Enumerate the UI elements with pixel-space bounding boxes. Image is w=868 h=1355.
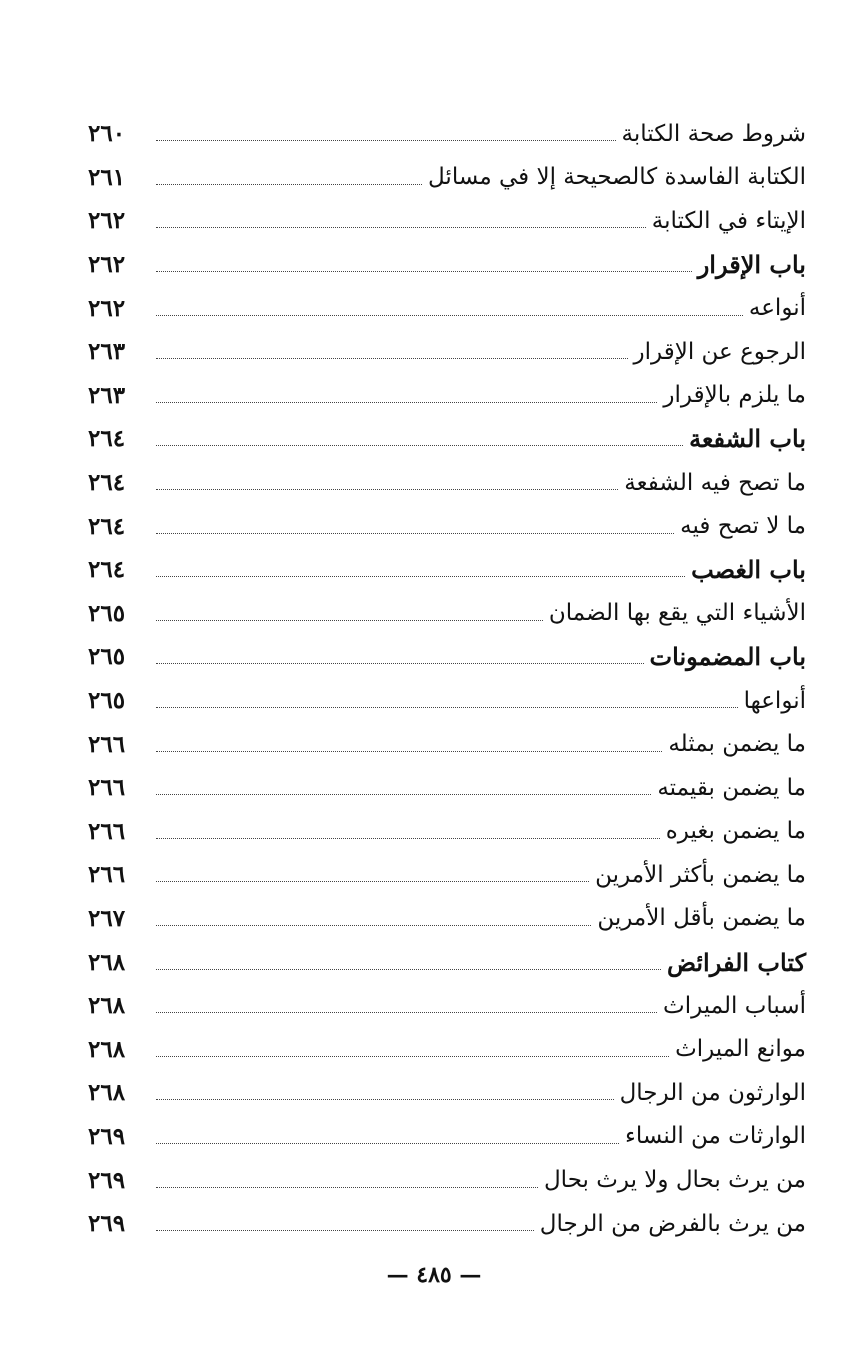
toc-entry-title: أنواعها — [743, 687, 806, 714]
toc-entry-page-number: ٢٦٩ — [88, 1210, 126, 1238]
toc-entry-title: الكتابة الفاسدة كالصحيحة إلا في مسائل — [428, 164, 806, 191]
toc-entry-page-number: ٢٦٥ — [88, 643, 126, 671]
dot-leader — [156, 358, 628, 359]
toc-entry — [88, 199, 806, 243]
toc-entry — [88, 679, 806, 723]
toc-entry-title: الوارثون من الرجال — [619, 1079, 806, 1106]
toc-entry-page-number: ٢٦٢ — [88, 251, 126, 279]
toc-entry — [88, 766, 806, 810]
toc-entry — [88, 504, 806, 548]
toc-entry-title: ما تصح فيه الشفعة — [624, 469, 806, 496]
dot-leader — [156, 1230, 534, 1231]
toc-entry-page-number: ٢٦٩ — [88, 1166, 126, 1194]
dot-leader — [156, 1143, 619, 1144]
toc-section-heading — [88, 940, 806, 984]
toc-entry-page-number: ٢٦٢ — [88, 294, 126, 322]
dot-leader — [156, 1187, 538, 1188]
toc-entry-page-number: ٢٦٦ — [88, 774, 126, 802]
dot-leader — [156, 140, 616, 141]
toc-entry — [88, 112, 806, 156]
toc-entry-page-number: ٢٦٦ — [88, 817, 126, 845]
toc-entry-page-number: ٢٦٠ — [88, 120, 126, 148]
toc-entry-page-number: ٢٦٦ — [88, 730, 126, 758]
toc-entry-page-number: ٢٦٨ — [88, 948, 126, 976]
toc-entry-page-number: ٢٦٤ — [88, 556, 126, 584]
toc-entry-title: باب المضمونات — [649, 642, 806, 672]
toc-entry-title: ما لا تصح فيه — [680, 513, 806, 540]
toc-entry-title: الرجوع عن الإقرار — [633, 338, 806, 365]
toc-entry — [88, 330, 806, 374]
toc-entry-title: ما يلزم بالإقرار — [663, 382, 806, 409]
dot-leader — [156, 576, 685, 577]
toc-section-heading — [88, 243, 806, 287]
toc-entry-title: أنواعه — [748, 295, 806, 322]
toc-entry-page-number: ٢٦٤ — [88, 512, 126, 540]
dot-leader — [156, 925, 591, 926]
dot-leader — [156, 707, 738, 708]
toc-entry-title: باب الإقرار — [697, 250, 806, 280]
dot-leader — [156, 445, 683, 446]
toc-entry-page-number: ٢٦٨ — [88, 1079, 126, 1107]
toc-entry-title: باب الشفعة — [689, 424, 806, 454]
dot-leader — [156, 838, 660, 839]
toc-entry — [88, 853, 806, 897]
toc-entry-title: كتاب الفرائض — [666, 947, 806, 977]
dot-leader — [156, 271, 692, 272]
dot-leader — [156, 794, 651, 795]
dot-leader — [156, 402, 657, 403]
toc-entry-page-number: ٢٦٣ — [88, 381, 126, 409]
dot-leader — [156, 184, 422, 185]
toc-entry-title: الأشياء التي يقع بها الضمان — [548, 600, 806, 627]
toc-entry — [88, 1158, 806, 1202]
toc-entry-page-number: ٢٦٨ — [88, 1035, 126, 1063]
dot-leader — [156, 315, 743, 316]
toc-entry-page-number: ٢٦٥ — [88, 599, 126, 627]
dot-leader — [156, 1099, 614, 1100]
toc-entry-title: ما يضمن بأكثر الأمرين — [595, 861, 806, 888]
toc-entry — [88, 374, 806, 418]
table-of-contents — [88, 112, 806, 1245]
toc-entry-page-number: ٢٦٤ — [88, 469, 126, 497]
page-number: — ٤٨٥ — — [386, 1262, 482, 1288]
toc-entry-title: موانع الميراث — [675, 1036, 806, 1063]
toc-entry-page-number: ٢٦٣ — [88, 338, 126, 366]
dot-leader — [156, 751, 662, 752]
dot-leader — [156, 969, 661, 970]
toc-entry — [88, 1115, 806, 1159]
toc-entry-page-number: ٢٦١ — [88, 163, 126, 191]
dot-leader — [156, 1056, 669, 1057]
toc-entry — [88, 1071, 806, 1115]
toc-section-heading — [88, 417, 806, 461]
toc-entry — [88, 156, 806, 200]
toc-entry-title: ما يضمن بأقل الأمرين — [597, 905, 806, 932]
toc-entry-page-number: ٢٦٦ — [88, 861, 126, 889]
toc-entry-page-number: ٢٦٤ — [88, 425, 126, 453]
dot-leader — [156, 881, 589, 882]
dot-leader — [156, 533, 674, 534]
toc-section-heading — [88, 548, 806, 592]
toc-entry — [88, 722, 806, 766]
toc-entry — [88, 1202, 806, 1246]
toc-entry — [88, 461, 806, 505]
toc-entry-page-number: ٢٦٧ — [88, 904, 126, 932]
toc-entry-title: أسباب الميراث — [663, 992, 806, 1019]
toc-entry-title: الوارثات من النساء — [625, 1123, 806, 1150]
toc-entry-title: شروط صحة الكتابة — [621, 120, 806, 147]
toc-entry — [88, 984, 806, 1028]
toc-entry — [88, 286, 806, 330]
dot-leader — [156, 489, 618, 490]
toc-entry-page-number: ٢٦٥ — [88, 687, 126, 715]
toc-entry-page-number: ٢٦٩ — [88, 1122, 126, 1150]
toc-entry-page-number: ٢٦٨ — [88, 992, 126, 1020]
toc-entry-title: ما يضمن بغيره — [665, 818, 806, 845]
dot-leader — [156, 663, 644, 664]
toc-entry-title: ما يضمن بقيمته — [657, 774, 806, 801]
toc-entry-title: من يرث بالفرض من الرجال — [539, 1210, 806, 1237]
toc-entry-title: ما يضمن بمثله — [668, 731, 806, 758]
toc-entry-page-number: ٢٦٢ — [88, 207, 126, 235]
toc-entry — [88, 592, 806, 636]
toc-entry-title: الإيتاء في الكتابة — [651, 207, 806, 234]
toc-entry — [88, 810, 806, 854]
dot-leader — [156, 1012, 657, 1013]
dot-leader — [156, 620, 543, 621]
dot-leader — [156, 227, 646, 228]
toc-entry — [88, 897, 806, 941]
toc-entry — [88, 1027, 806, 1071]
toc-entry-title: من يرث بحال ولا يرث بحال — [543, 1167, 806, 1194]
toc-section-heading — [88, 635, 806, 679]
toc-entry-title: باب الغصب — [691, 555, 806, 585]
